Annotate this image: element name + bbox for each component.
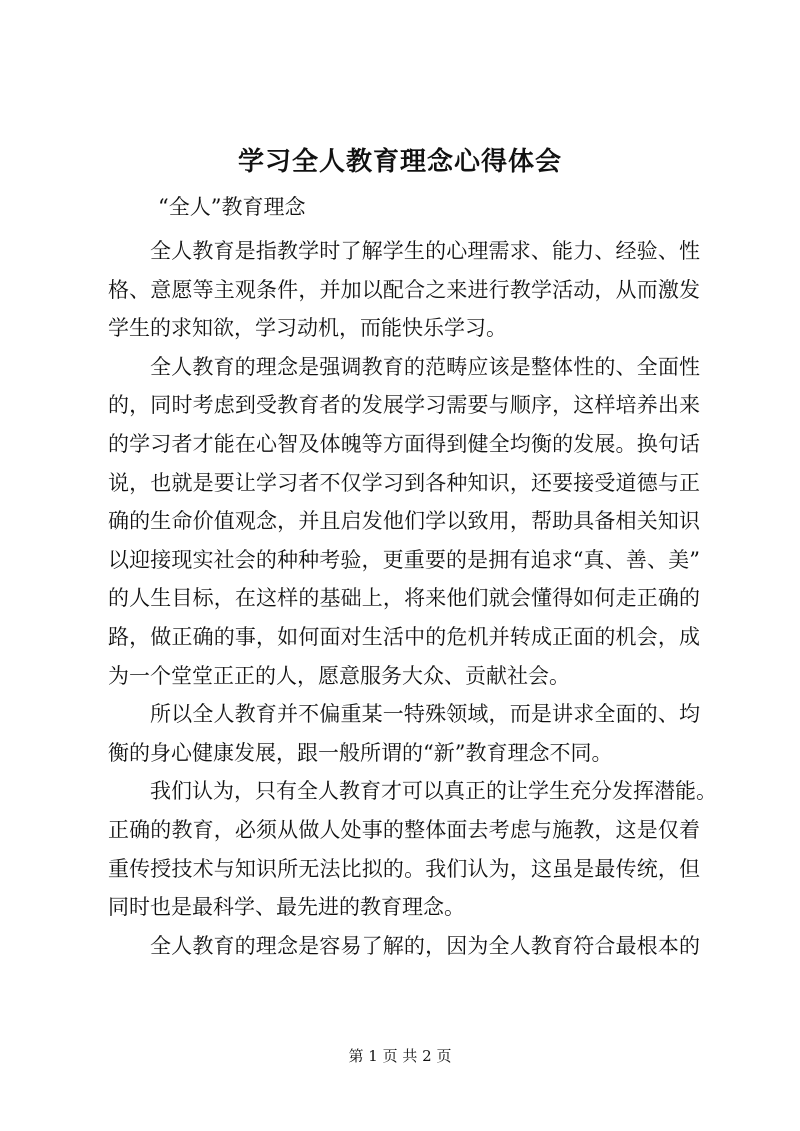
text-line: 为一个堂堂正正的人，愿意服务大众、贡献社会。	[108, 663, 570, 688]
paragraph	[108, 348, 700, 695]
text-line: 说，也就是要让学习者不仅学习到各种知识，还要接受道德与正	[108, 470, 700, 495]
text-line: 以迎接现实社会的种种考验，更重要的是拥有追求“真、善、美”	[108, 547, 700, 572]
text-line: 确的生命价值观念，并且启发他们学以致用，帮助具备相关知识	[108, 509, 700, 534]
text-line: 全人教育的理念是容易了解的，因为全人教育符合最根本的	[150, 933, 700, 958]
text-line: 的，同时考虑到受教育者的发展学习需要与顺序，这样培养出来	[108, 393, 700, 418]
paragraph	[108, 927, 700, 966]
text-line: 所以全人教育并不偏重某一特殊领域，而是讲求全面的、均	[150, 702, 700, 727]
document-body	[108, 232, 717, 965]
text-line: 全人教育是指教学时了解学生的心理需求、能力、经验、性	[150, 239, 700, 263]
text-line: 我们认为，只有全人教育才可以真正的让学生充分发挥潜能。	[150, 779, 717, 804]
text-line: 全人教育的理念是强调教育的范畴应该是整体性的、全面性	[150, 354, 700, 379]
document-title: 学习全人教育理念心得体会	[237, 147, 562, 177]
text-line: 学生的求知欲，学习动机，而能快乐学习。	[108, 316, 507, 341]
paragraph	[108, 772, 717, 926]
text-line: 同时也是最科学、最先进的教育理念。	[108, 895, 465, 920]
text-line: 衡的身心健康发展，跟一般所谓的“新”教育理念不同。	[108, 740, 613, 765]
section-heading: “全人”教育理念	[158, 195, 306, 219]
paragraph	[108, 232, 700, 348]
paragraph	[108, 695, 700, 772]
text-line: 的人生目标，在这样的基础上，将来他们就会懂得如何走正确的	[108, 586, 700, 611]
text-line: 重传授技术与知识所无法比拟的。我们认为，这虽是最传统，但	[108, 856, 700, 881]
page-number-footer: 第 1 页 共 2 页	[348, 1047, 452, 1065]
text-line: 的学习者才能在心智及体魄等方面得到健全均衡的发展。换句话	[108, 431, 700, 456]
text-line: 路，做正确的事，如何面对生活中的危机并转成正面的机会，成	[108, 624, 700, 649]
text-line: 格、意愿等主观条件，并加以配合之来进行教学活动，从而激发	[108, 277, 700, 302]
text-line: 正确的教育，必须从做人处事的整体面去考虑与施教，这是仅着	[108, 817, 700, 842]
